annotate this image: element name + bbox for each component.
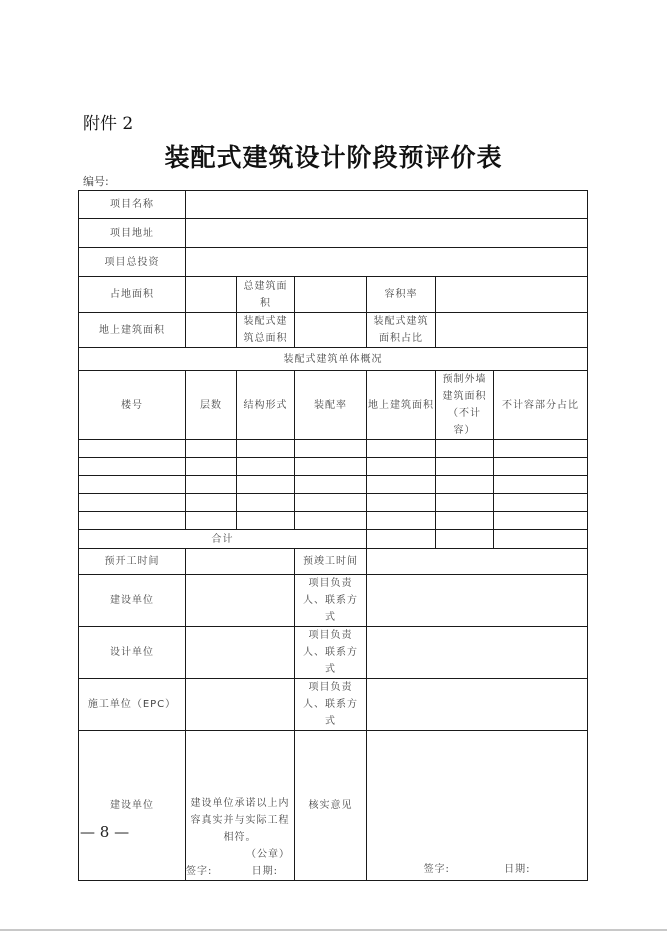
builder-date-label: 日期: bbox=[251, 866, 278, 877]
total-above-ground-area[interactable] bbox=[367, 530, 436, 549]
row-above-ground-area bbox=[79, 313, 588, 348]
table-row bbox=[79, 458, 588, 476]
cell[interactable] bbox=[79, 440, 186, 458]
evaluation-form-table bbox=[78, 190, 588, 881]
total-prefab-wall-area[interactable] bbox=[436, 530, 494, 549]
above-ground-area-label: 地上建筑面积 bbox=[79, 313, 186, 348]
col-header-prefab-rate: 装配率 bbox=[295, 371, 367, 440]
row-project-name bbox=[79, 191, 588, 219]
cell[interactable] bbox=[186, 476, 237, 494]
commitment-text: 建设单位承诺以上内容真实并与实际工程相符。 bbox=[190, 798, 290, 843]
opinion-label: 核实意见 bbox=[295, 731, 367, 881]
cell[interactable] bbox=[494, 440, 588, 458]
total-label: 合计 bbox=[79, 530, 367, 549]
start-time-field[interactable] bbox=[186, 549, 295, 575]
table-row bbox=[79, 440, 588, 458]
cell[interactable] bbox=[367, 458, 436, 476]
seal-label: （公章） bbox=[246, 849, 290, 860]
units-total-row bbox=[79, 530, 588, 549]
cell[interactable] bbox=[186, 440, 237, 458]
table-row bbox=[79, 512, 588, 530]
cell[interactable] bbox=[494, 494, 588, 512]
project-investment-label: 项目总投资 bbox=[79, 248, 186, 277]
row-units-heading bbox=[79, 348, 588, 371]
commitment-cell bbox=[186, 731, 295, 881]
units-header-row bbox=[79, 371, 588, 440]
designer-contact-field[interactable] bbox=[367, 627, 588, 679]
cell[interactable] bbox=[367, 494, 436, 512]
cell[interactable] bbox=[436, 458, 494, 476]
builder-contact-label: 项目负责人、联系方式 bbox=[295, 575, 367, 627]
cell[interactable] bbox=[295, 512, 367, 530]
total-building-area-field[interactable] bbox=[295, 277, 367, 313]
cell[interactable] bbox=[295, 440, 367, 458]
project-address-label: 项目地址 bbox=[79, 219, 186, 248]
cell[interactable] bbox=[79, 458, 186, 476]
cell[interactable] bbox=[436, 512, 494, 530]
designer-contact-label: 项目负责人、联系方式 bbox=[295, 627, 367, 679]
cell[interactable] bbox=[237, 494, 295, 512]
contractor-field[interactable] bbox=[186, 679, 295, 731]
cell[interactable] bbox=[237, 476, 295, 494]
units-section-heading: 装配式建筑单体概况 bbox=[79, 348, 588, 371]
cell[interactable] bbox=[237, 512, 295, 530]
col-header-above-ground-area: 地上建筑面积 bbox=[367, 371, 436, 440]
row-schedule bbox=[79, 549, 588, 575]
land-area-label: 占地面积 bbox=[79, 277, 186, 313]
contractor-label: 施工单位（EPC） bbox=[79, 679, 186, 731]
builder-contact-field[interactable] bbox=[367, 575, 588, 627]
col-header-floors: 层数 bbox=[186, 371, 237, 440]
contractor-contact-field[interactable] bbox=[367, 679, 588, 731]
contractor-contact-label: 项目负责人、联系方式 bbox=[295, 679, 367, 731]
verifier-date-label: 日期: bbox=[504, 864, 531, 875]
cell[interactable] bbox=[186, 494, 237, 512]
designer-label: 设计单位 bbox=[79, 627, 186, 679]
land-area-field[interactable] bbox=[186, 277, 237, 313]
start-time-label: 预开工时间 bbox=[79, 549, 186, 575]
row-verification bbox=[79, 731, 588, 881]
cell[interactable] bbox=[494, 458, 588, 476]
plot-ratio-field[interactable] bbox=[436, 277, 588, 313]
verifier-signature-line bbox=[367, 861, 587, 878]
total-building-area-label: 总建筑面积 bbox=[237, 277, 295, 313]
opinion-field[interactable] bbox=[367, 731, 588, 881]
project-address-field[interactable] bbox=[186, 219, 588, 248]
cell[interactable] bbox=[367, 512, 436, 530]
cell[interactable] bbox=[237, 458, 295, 476]
row-project-investment bbox=[79, 248, 588, 277]
page-bottom-divider bbox=[0, 929, 667, 931]
row-land-area bbox=[79, 277, 588, 313]
project-name-label: 项目名称 bbox=[79, 191, 186, 219]
col-header-prefab-wall-area: 预制外墙建筑面积（不计容） bbox=[436, 371, 494, 440]
project-name-field[interactable] bbox=[186, 191, 588, 219]
verification-builder-label: 建设单位 bbox=[79, 731, 186, 881]
cell[interactable] bbox=[186, 512, 237, 530]
prefab-area-ratio-label: 装配式建筑面积占比 bbox=[367, 313, 436, 348]
col-header-building-no: 楼号 bbox=[79, 371, 186, 440]
verifier-sign-label: 签字: bbox=[423, 864, 450, 875]
cell[interactable] bbox=[494, 512, 588, 530]
attachment-label: 附件 2 bbox=[83, 114, 134, 134]
table-row bbox=[79, 494, 588, 512]
cell[interactable] bbox=[237, 440, 295, 458]
cell[interactable] bbox=[79, 494, 186, 512]
cell[interactable] bbox=[436, 494, 494, 512]
cell[interactable] bbox=[295, 494, 367, 512]
plot-ratio-label: 容积率 bbox=[367, 277, 436, 313]
cell[interactable] bbox=[295, 476, 367, 494]
row-builder bbox=[79, 575, 588, 627]
cell[interactable] bbox=[494, 476, 588, 494]
designer-field[interactable] bbox=[186, 627, 295, 679]
cell[interactable] bbox=[436, 476, 494, 494]
table-row bbox=[79, 476, 588, 494]
above-ground-area-field[interactable] bbox=[186, 313, 237, 348]
cell[interactable] bbox=[367, 476, 436, 494]
row-contractor bbox=[79, 679, 588, 731]
finish-time-label: 预竣工时间 bbox=[295, 549, 367, 575]
cell[interactable] bbox=[367, 440, 436, 458]
prefab-total-area-field[interactable] bbox=[295, 313, 367, 348]
builder-field[interactable] bbox=[186, 575, 295, 627]
row-designer bbox=[79, 627, 588, 679]
page-number: — 8 — bbox=[80, 823, 130, 841]
col-header-excluded-ratio: 不计容部分占比 bbox=[494, 371, 588, 440]
builder-label: 建设单位 bbox=[79, 575, 186, 627]
cell[interactable] bbox=[295, 458, 367, 476]
builder-signature-line bbox=[186, 863, 294, 880]
finish-time-field[interactable] bbox=[367, 549, 588, 575]
prefab-total-area-label: 装配式建筑总面积 bbox=[237, 313, 295, 348]
page-title: 装配式建筑设计阶段预评价表 bbox=[164, 143, 503, 172]
builder-sign-label: 签字: bbox=[186, 866, 213, 877]
prefab-area-ratio-field[interactable] bbox=[436, 313, 588, 348]
row-project-address bbox=[79, 219, 588, 248]
serial-number-label: 编号: bbox=[83, 175, 109, 188]
cell[interactable] bbox=[79, 476, 186, 494]
cell[interactable] bbox=[436, 440, 494, 458]
cell[interactable] bbox=[79, 512, 186, 530]
project-investment-field[interactable] bbox=[186, 248, 588, 277]
cell[interactable] bbox=[186, 458, 237, 476]
total-excluded-ratio[interactable] bbox=[494, 530, 588, 549]
col-header-structure: 结构形式 bbox=[237, 371, 295, 440]
